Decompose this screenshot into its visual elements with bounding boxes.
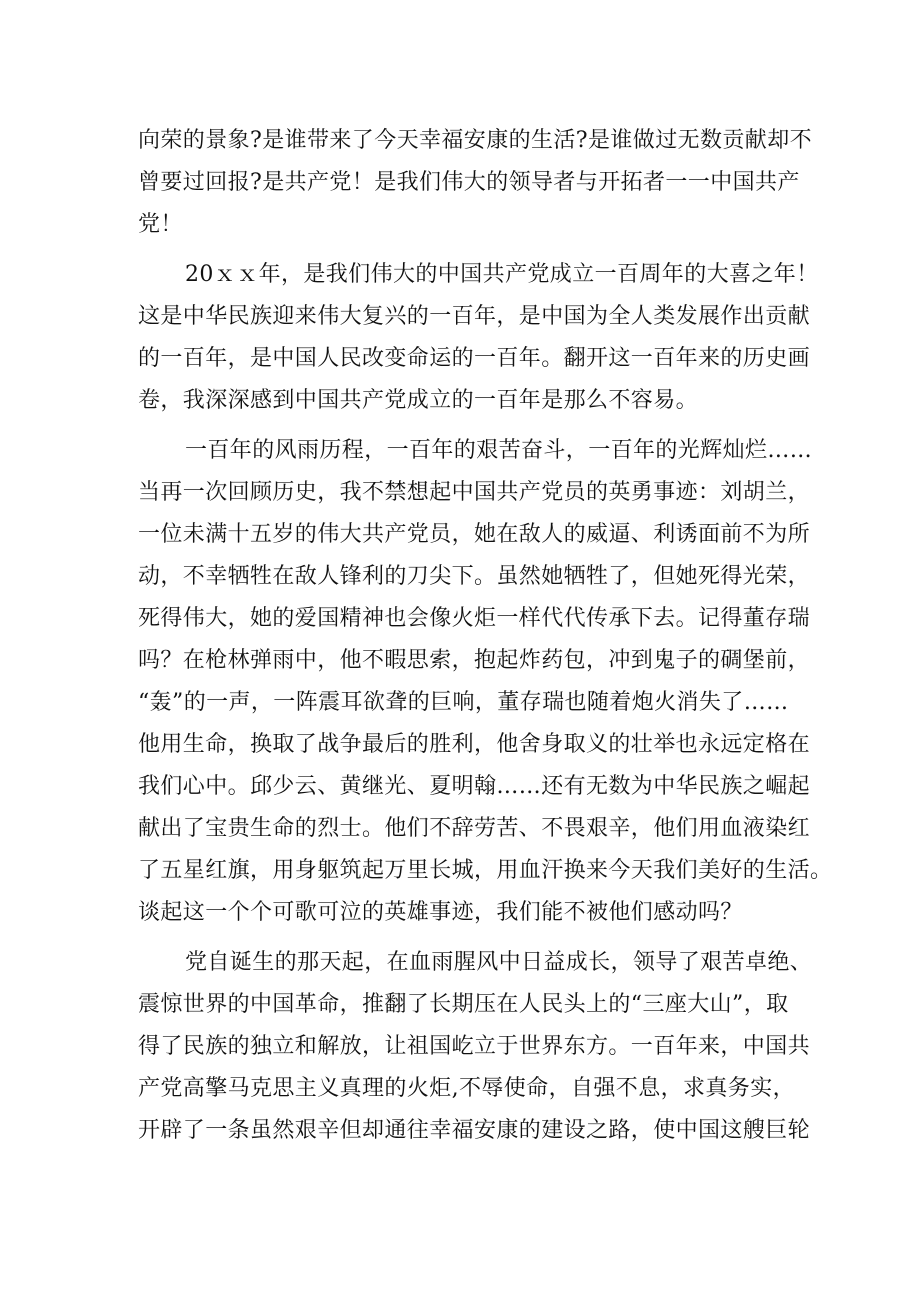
paragraph-4-line-4: 产党高擎马克思主义真理的火炬,不辱使命，自强不息，求真务实， [138,1076,795,1101]
paragraph-3-line-1: 一百年的风雨历程，一百年的艰苦奋斗，一百年的光辉灿烂…… [185,438,813,463]
paragraph-3-line-5: 死得伟大，她的爱国精神也会像火炬一样代代传承下去。记得董存瑞 [138,606,811,631]
paragraph-4-line-5: 开辟了一条虽然艰辛但却通往幸福安康的建设之路，使中国这艘巨轮 [138,1118,811,1143]
paragraph-1-line-1: 向荣的景象?是谁带来了今天幸福安康的生活?是谁做过无数贡献却不 [138,128,812,153]
paragraph-3-line-4: 动，不幸牺牲在敌人锋利的刀尖下。虽然她牺牲了，但她死得光荣， [138,564,811,589]
paragraph-4-line-2: 震惊世界的中国革命，推翻了长期压在人民头上的“三座大山”，取 [138,992,789,1017]
paragraph-3-line-6: 吗？在枪林弹雨中，他不暇思索，抱起炸药包，冲到鬼子的碉堡前， [138,648,811,673]
paragraph-2-line-3: 的一百年，是中国人民改变命运的一百年。翻开这一百年来的历史画 [138,346,811,371]
paragraph-3-line-10: 献出了宝贵生命的烈士。他们不辞劳苦、不畏艰辛，他们用血液染红 [138,816,811,841]
paragraph-1-line-3: 党！ [138,212,183,237]
paragraph-3-line-9: 我们心中。邱少云、黄继光、夏明翰……还有无数为中华民族之崛起 [138,774,811,799]
body-text [138,120,833,1152]
paragraph-4-line-3: 得了民族的独立和解放，让祖国屹立于世界东方。一百年来，中国共 [138,1034,811,1059]
paragraph-3-line-3: 一位未满十五岁的伟大共产党员，她在敌人的威逼、利诱面前不为所 [138,522,811,547]
paragraph-4-line-1: 党自诞生的那天起，在血雨腥风中日益成长，领导了艰苦卓绝、 [185,950,813,975]
paragraph-3-line-8: 他用生命，换取了战争最后的胜利，他舍身取义的壮举也永远定格在 [138,732,811,757]
paragraph-2-line-4: 卷，我深深感到中国共产党成立的一百年是那么不容易。 [138,388,699,413]
paragraph-1-line-2: 曾要过回报?是共产党！是我们伟大的领导者与开拓者一一中国共产 [138,170,800,195]
paragraph-2-line-1: 20ｘｘ年，是我们伟大的中国共产党成立一百周年的大喜之年！ [185,262,819,287]
paragraph-3-line-11: 了五星红旗，用身躯筑起万里长城，用血汗换来今天我们美好的生活。 [138,858,833,883]
paragraph-2-line-2: 这是中华民族迎来伟大复兴的一百年，是中国为全人类发展作出贡献 [138,304,811,329]
paragraph-3-line-7: “轰”的一声，一阵震耳欲聋的巨响，董存瑞也随着炮火消失了…… [138,690,789,715]
paragraph-3-line-12: 谈起这一个个可歌可泣的英雄事迹，我们能不被他们感动吗？ [138,900,743,925]
paragraph-3-line-2: 当再一次回顾历史，我不禁想起中国共产党员的英勇事迹：刘胡兰， [138,480,811,505]
